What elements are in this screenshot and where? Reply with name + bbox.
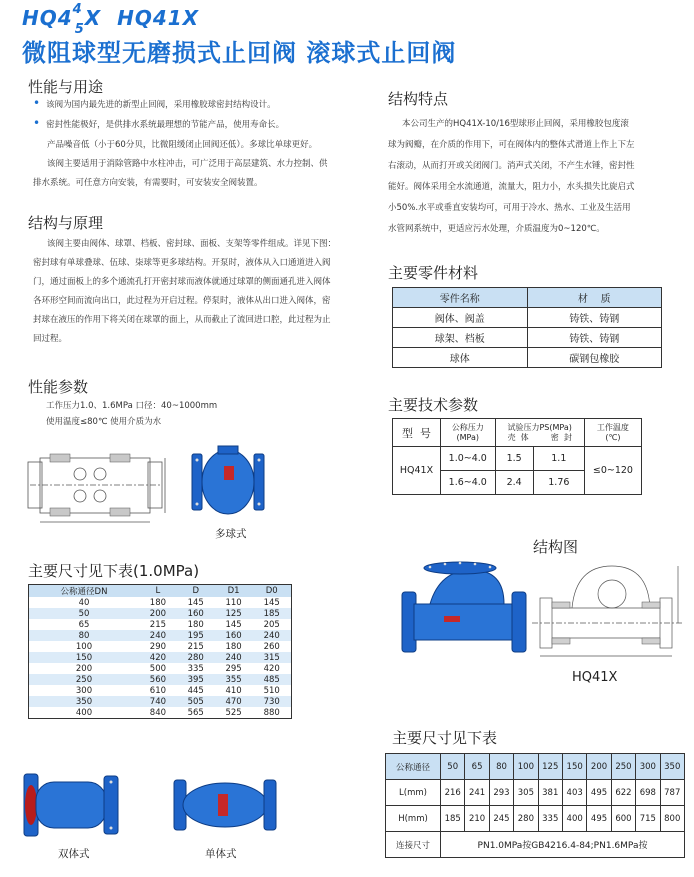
principle-line-3: 门，通过面板上的多个通流孔打开密封球而液体就通过球罩的侧面通孔进入阀体: [33, 277, 331, 287]
table-cell: 铸铁、铸钢: [527, 308, 662, 328]
table-cell: 610: [149, 685, 167, 696]
table-cell: 505: [177, 696, 215, 707]
table-cell: 球架、档板: [393, 328, 528, 348]
table-header-cell: D: [177, 585, 215, 598]
table-cell: 445: [187, 685, 204, 696]
table-cell: 495: [587, 806, 611, 832]
usage-bullet-1: • 该阀为国内最先进的新型止回阀，采用橡胶球密封结构设计。: [33, 96, 373, 116]
usage-line-2: 该阀主要适用于消除管路中水柱冲击，可广泛用于高层建筑、水力控制、供: [47, 159, 328, 169]
table-header-cell: L(mm): [386, 780, 441, 806]
table-cell: 160: [177, 608, 215, 619]
model-sup: 4: [72, 2, 83, 18]
model-line: [22, 2, 200, 37]
table-header-cell: L: [139, 585, 177, 598]
table-cell: 1.76: [533, 471, 584, 495]
table-cell: 180: [149, 597, 167, 608]
structure-heading: 结构图: [533, 538, 579, 556]
table-cell: 880: [263, 707, 280, 718]
connection-note: PN1.0MPa按GB4216.4-84;PN1.6MPa按: [441, 832, 685, 858]
table-row: [29, 663, 292, 674]
dimensions-main-table: [385, 753, 685, 858]
table-cell: 125: [215, 608, 253, 619]
table-cell: 410: [225, 685, 242, 696]
table-row: [386, 832, 685, 858]
table-cell: 295: [225, 663, 242, 674]
table-cell: 铸铁、铸钢: [527, 328, 662, 348]
parts-heading: 主要零件材料: [388, 264, 479, 282]
test-pressure-label: 试验压力PS(MPa): [507, 422, 572, 432]
table-cell: 2.4: [495, 471, 533, 495]
table-cell: 1.6~4.0: [440, 471, 495, 495]
table-cell: 525: [225, 707, 242, 718]
seal-header: 密 封: [550, 432, 572, 442]
temp-header: 工作温度 (℃): [584, 419, 641, 447]
dimensions-main-heading: 主要尺寸见下表: [392, 729, 498, 747]
table-row: [393, 308, 662, 328]
table-cell: 355: [215, 674, 253, 685]
principle-line-6: 回过程。: [33, 334, 68, 344]
table-cell: 145: [225, 619, 242, 630]
principle-heading: 结构与原理: [28, 214, 104, 232]
table-cell: 200: [587, 754, 611, 780]
table-cell: 250: [29, 674, 139, 685]
table-cell: 400: [562, 806, 586, 832]
table-row: [29, 652, 292, 663]
table-cell: 球体: [393, 348, 528, 368]
table-cell: 180: [225, 641, 242, 652]
table-row: [29, 597, 292, 608]
table-cell: 80: [489, 754, 513, 780]
table-cell: 80: [29, 630, 139, 641]
table-cell: 碳钢包橡胶: [527, 348, 662, 368]
features-section: [388, 114, 688, 240]
table-cell: 495: [587, 780, 611, 806]
table-cell: 50: [441, 754, 465, 780]
table-cell: 622: [611, 780, 635, 806]
single-body-valve-image: [170, 770, 280, 840]
double-body-caption: 双体式: [58, 848, 90, 860]
performance-line-2: 使用温度≤80℃ 使用介质为水: [46, 417, 162, 427]
table-row: [386, 754, 685, 780]
model-suffix: X HQ41X: [84, 6, 200, 30]
hq41x-valve-image: [400, 556, 535, 666]
usage-bullet-2: • 密封性能极好，是供排水系统最理想的节能产品，使用寿命长。: [33, 116, 373, 136]
table-cell: 335: [538, 806, 562, 832]
table-cell: 185: [441, 806, 465, 832]
table-row: [29, 696, 292, 707]
table-cell: 216: [441, 780, 465, 806]
table-cell: 125: [538, 754, 562, 780]
features-line-6: 水管网系统中，更适应污水处理，介质温度为0~120℃。: [388, 224, 605, 234]
table-cell: 50: [29, 608, 139, 619]
tech-heading: 主要技术参数: [388, 396, 479, 414]
table-row: [393, 348, 662, 368]
table-cell: 260: [263, 641, 280, 652]
table-cell: 65: [78, 619, 90, 630]
table-cell: 240: [215, 652, 253, 663]
tech-table: [392, 418, 642, 495]
table-row: [29, 674, 292, 685]
model-prefix: HQ4: [22, 6, 73, 30]
features-line-4: 能好。阀体采用全水流通道，流量大，阻力小，水头损失比旋启式: [388, 182, 635, 192]
table-cell: 215: [149, 619, 167, 630]
table-cell: 350: [29, 696, 139, 707]
multi-ball-caption: 多球式: [215, 528, 247, 540]
table-cell: 1.0~4.0: [440, 447, 495, 471]
table-cell: 510: [263, 685, 280, 696]
table-cell: 403: [562, 780, 586, 806]
table-cell: 698: [636, 780, 660, 806]
multi-ball-valve-image: [188, 440, 268, 525]
table-cell: 300: [636, 754, 660, 780]
table-header-cell: 公称通径DN: [29, 585, 139, 598]
performance-heading: 性能参数: [28, 378, 89, 396]
table-cell: 485: [252, 674, 291, 685]
temp-cell: ≤0~120: [584, 447, 641, 495]
table-cell: 730: [252, 696, 291, 707]
table-cell: 阀体、阀盖: [393, 308, 528, 328]
table-header-cell: 零件名称: [393, 288, 528, 308]
table-row: [29, 630, 292, 641]
features-line-3: 右滚动，从而打开或关闭阀门。消声式关闭，不产生水锤，密封性: [388, 161, 635, 171]
table-cell: 250: [611, 754, 635, 780]
table-header-row: [393, 419, 642, 447]
table-cell: 335: [187, 663, 204, 674]
table-cell: 1.5: [495, 447, 533, 471]
table-cell: 350: [660, 754, 684, 780]
table-cell: 420: [263, 663, 280, 674]
features-line-5: 小50%.水平或垂直安装均可，可用于冷水、热水、工业及生活用: [388, 203, 631, 213]
table-cell: 565: [187, 707, 204, 718]
table-cell: 740: [139, 696, 177, 707]
principle-line-1: 该阀主要由阀体、球罩、档板、密封球、面板、支架等零件组成。详见下图：: [47, 239, 337, 249]
features-line-2: 球为阀瓣，在介质的作用下，可在阀体内的整体式滑道上作上下左: [388, 140, 635, 150]
table-row: [29, 707, 292, 719]
model-header: 型 号: [393, 419, 441, 447]
table-cell: 110: [225, 597, 242, 608]
table-cell: 145: [187, 597, 204, 608]
test-header: [495, 419, 584, 447]
pn-header: 公称压力 (MPa): [440, 419, 495, 447]
usage-line-3: 排水系统。可任意方向安装，有需要时，可安装安全阀装置。: [33, 178, 263, 188]
table-row: [386, 780, 685, 806]
table-cell: 245: [489, 806, 513, 832]
dimensions-10-heading: 主要尺寸见下表(1.0MPa): [28, 562, 200, 580]
table-row: [29, 608, 292, 619]
model-cell: HQ41X: [393, 447, 441, 495]
features-heading: 结构特点: [388, 90, 449, 108]
principle-line-2: 密封球有单球叠球、伍球、柒球等更多球结构。开泵时，液体从入口通道进入阀: [33, 258, 331, 268]
section-drawing: [20, 440, 170, 530]
table-cell: 420: [139, 652, 177, 663]
parts-table: [392, 287, 662, 368]
principle-section: [33, 235, 378, 349]
table-cell: 400: [75, 707, 93, 718]
table-header-cell: D0: [252, 585, 291, 598]
table-cell: 215: [187, 641, 204, 652]
table-row: [29, 619, 292, 630]
table-cell: 500: [149, 663, 167, 674]
table-cell: 150: [29, 652, 139, 663]
table-cell: 200: [75, 663, 93, 674]
table-cell: 240: [139, 630, 177, 641]
model-sub: 5: [74, 22, 85, 37]
usage-line-1: 产品噪音低（小于60分贝，比微阻缓闭止回阀还低）。多球比单球更好。: [47, 140, 318, 150]
table-header-cell: 连接尺寸: [386, 832, 441, 858]
table-header-cell: H(mm): [386, 806, 441, 832]
features-line-1: 本公司生产的HQ41X-10/16型球形止回阀，采用橡胶包度滚: [402, 119, 629, 129]
table-header-row: [29, 585, 292, 598]
dimensions-10-table: [28, 584, 292, 719]
table-cell: 241: [465, 780, 489, 806]
table-cell: 185: [252, 608, 291, 619]
principle-line-5: 封球在液压的作用下将关闭在球罩的面上，从而截止了流回进口腔，此过程为止: [33, 315, 331, 325]
table-cell: 560: [139, 674, 177, 685]
table-cell: 840: [149, 707, 167, 718]
table-cell: 280: [177, 652, 215, 663]
table-cell: 395: [177, 674, 215, 685]
hq41x-section-drawing: [532, 558, 682, 663]
table-cell: 160: [215, 630, 253, 641]
table-header-cell: 公称通径: [386, 754, 441, 780]
table-cell: 205: [263, 619, 280, 630]
table-cell: 100: [75, 641, 93, 652]
table-cell: 65: [465, 754, 489, 780]
double-body-valve-image: [20, 768, 130, 843]
table-cell: 180: [187, 619, 204, 630]
principle-line-4: 各环形空间而流向出口，此过程为开启过程。停泵时，液体从出口进入阀体，密: [33, 296, 331, 306]
single-body-caption: 单体式: [205, 848, 237, 860]
table-cell: 381: [538, 780, 562, 806]
table-cell: 280: [514, 806, 538, 832]
table-cell: 715: [636, 806, 660, 832]
table-cell: 290: [149, 641, 167, 652]
table-cell: 470: [215, 696, 253, 707]
usage-section: [33, 96, 373, 193]
table-cell: 300: [75, 685, 93, 696]
table-cell: 800: [660, 806, 684, 832]
table-cell: 600: [611, 806, 635, 832]
table-row: [393, 328, 662, 348]
table-cell: 195: [177, 630, 215, 641]
table-header-cell: D1: [215, 585, 253, 598]
table-header-row: [393, 288, 662, 308]
table-cell: 293: [489, 780, 513, 806]
table-cell: 315: [252, 652, 291, 663]
table-cell: 100: [514, 754, 538, 780]
table-cell: 210: [465, 806, 489, 832]
table-row: [393, 447, 642, 471]
table-cell: 40: [78, 597, 90, 608]
table-row: [386, 806, 685, 832]
table-cell: 200: [139, 608, 177, 619]
shell-header: 壳 体: [507, 432, 529, 442]
performance-line-1: 工作压力1.0、1.6MPa 口径：40~1000mm: [46, 401, 218, 411]
table-cell: 145: [263, 597, 280, 608]
table-cell: 787: [660, 780, 684, 806]
table-header-cell: 材 质: [527, 288, 662, 308]
table-cell: 240: [252, 630, 291, 641]
table-cell: 305: [514, 780, 538, 806]
table-cell: 1.1: [533, 447, 584, 471]
page-title: 微阻球型无磨损式止回阀 滚球式止回阀: [22, 39, 457, 67]
structure-model-label: HQ41X: [572, 670, 618, 685]
table-row: [29, 641, 292, 652]
table-row: [29, 685, 292, 696]
table-cell: 150: [562, 754, 586, 780]
usage-heading: 性能与用途: [28, 78, 104, 96]
